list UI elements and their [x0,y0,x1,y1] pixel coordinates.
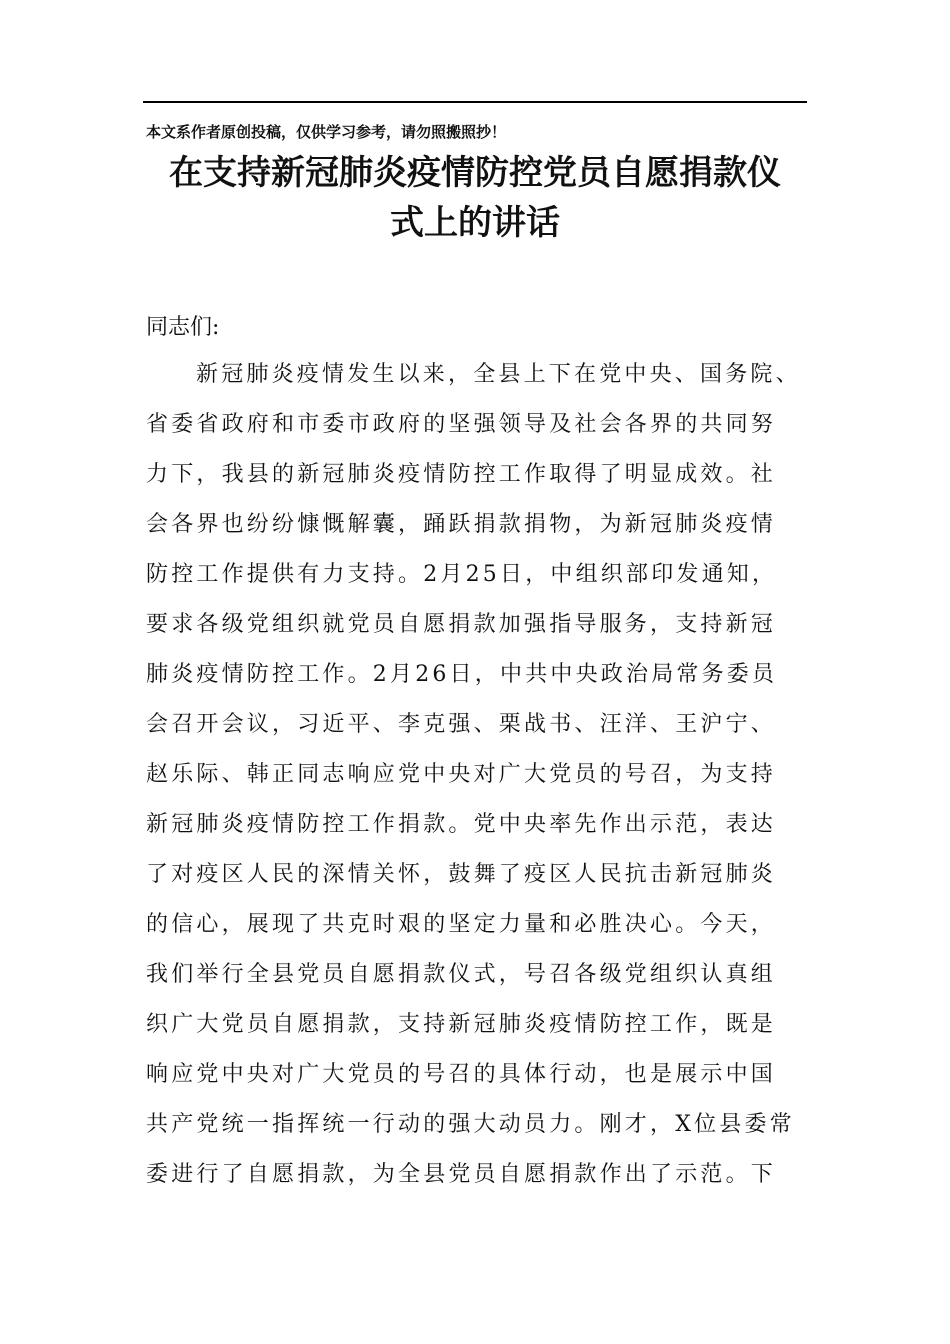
paragraph-line: 肺炎疫情防控工作。2月26日，中共中央政治局常务委员 [146,662,778,687]
paragraph-line: 新冠肺炎疫情发生以来，全县上下在党中央、国务院、 [196,362,801,387]
paragraph-line: 要求各级党组织就党员自愿捐款加强指导服务，支持新冠 [146,612,777,637]
paragraph-line: 省委省政府和市委市政府的坚强领导及社会各界的共同努 [146,412,777,437]
paragraph-line: 响应党中央对广大党员的号召的具体行动，也是展示中国 [146,1062,777,1087]
salutation: 同志们: [146,315,220,340]
paragraph-line: 会召开会议，习近平、李克强、栗战书、汪洋、王沪宁、 [146,712,777,737]
title-line: 在支持新冠肺炎疫情防控党员自愿捐款仪 [169,153,781,193]
paragraph-line: 织广大党员自愿捐款，支持新冠肺炎疫情防控工作，既是 [146,1012,777,1037]
paragraph-line: 委进行了自愿捐款，为全县党员自愿捐款作出了示范。下 [146,1162,777,1187]
paragraph-line: 力下，我县的新冠肺炎疫情防控工作取得了明显成效。社 [146,462,777,487]
paragraph-line: 的信心，展现了共克时艰的坚定力量和必胜决心。今天， [146,912,777,937]
document-title [143,148,807,248]
paragraph-line: 会各界也纷纷慷慨解囊，踊跃捐款捐物，为新冠肺炎疫情 [146,512,777,537]
copyright-notice: 本文系作者原创投稿，仅供学习参考，请勿照搬照抄！ [146,123,507,141]
paragraph-line: 防控工作提供有力支持。2月25日，中组织部印发通知， [146,562,778,587]
paragraph-line: 赵乐际、韩正同志响应党中央对广大党员的号召，为支持 [146,762,777,787]
body-paragraph [146,357,816,1207]
paragraph-line: 共产党统一指挥统一行动的强大动员力。刚才，X位县委常 [146,1112,795,1137]
paragraph-line: 了对疫区人民的深情关怀，鼓舞了疫区人民抗击新冠肺炎 [146,862,777,887]
paragraph-line: 新冠肺炎疫情防控工作捐款。党中央率先作出示范，表达 [146,812,777,837]
paragraph-line: 我们举行全县党员自愿捐款仪式，号召各级党组织认真组 [146,962,777,987]
header-rule [143,101,807,103]
title-line: 式上的讲话 [390,203,560,243]
